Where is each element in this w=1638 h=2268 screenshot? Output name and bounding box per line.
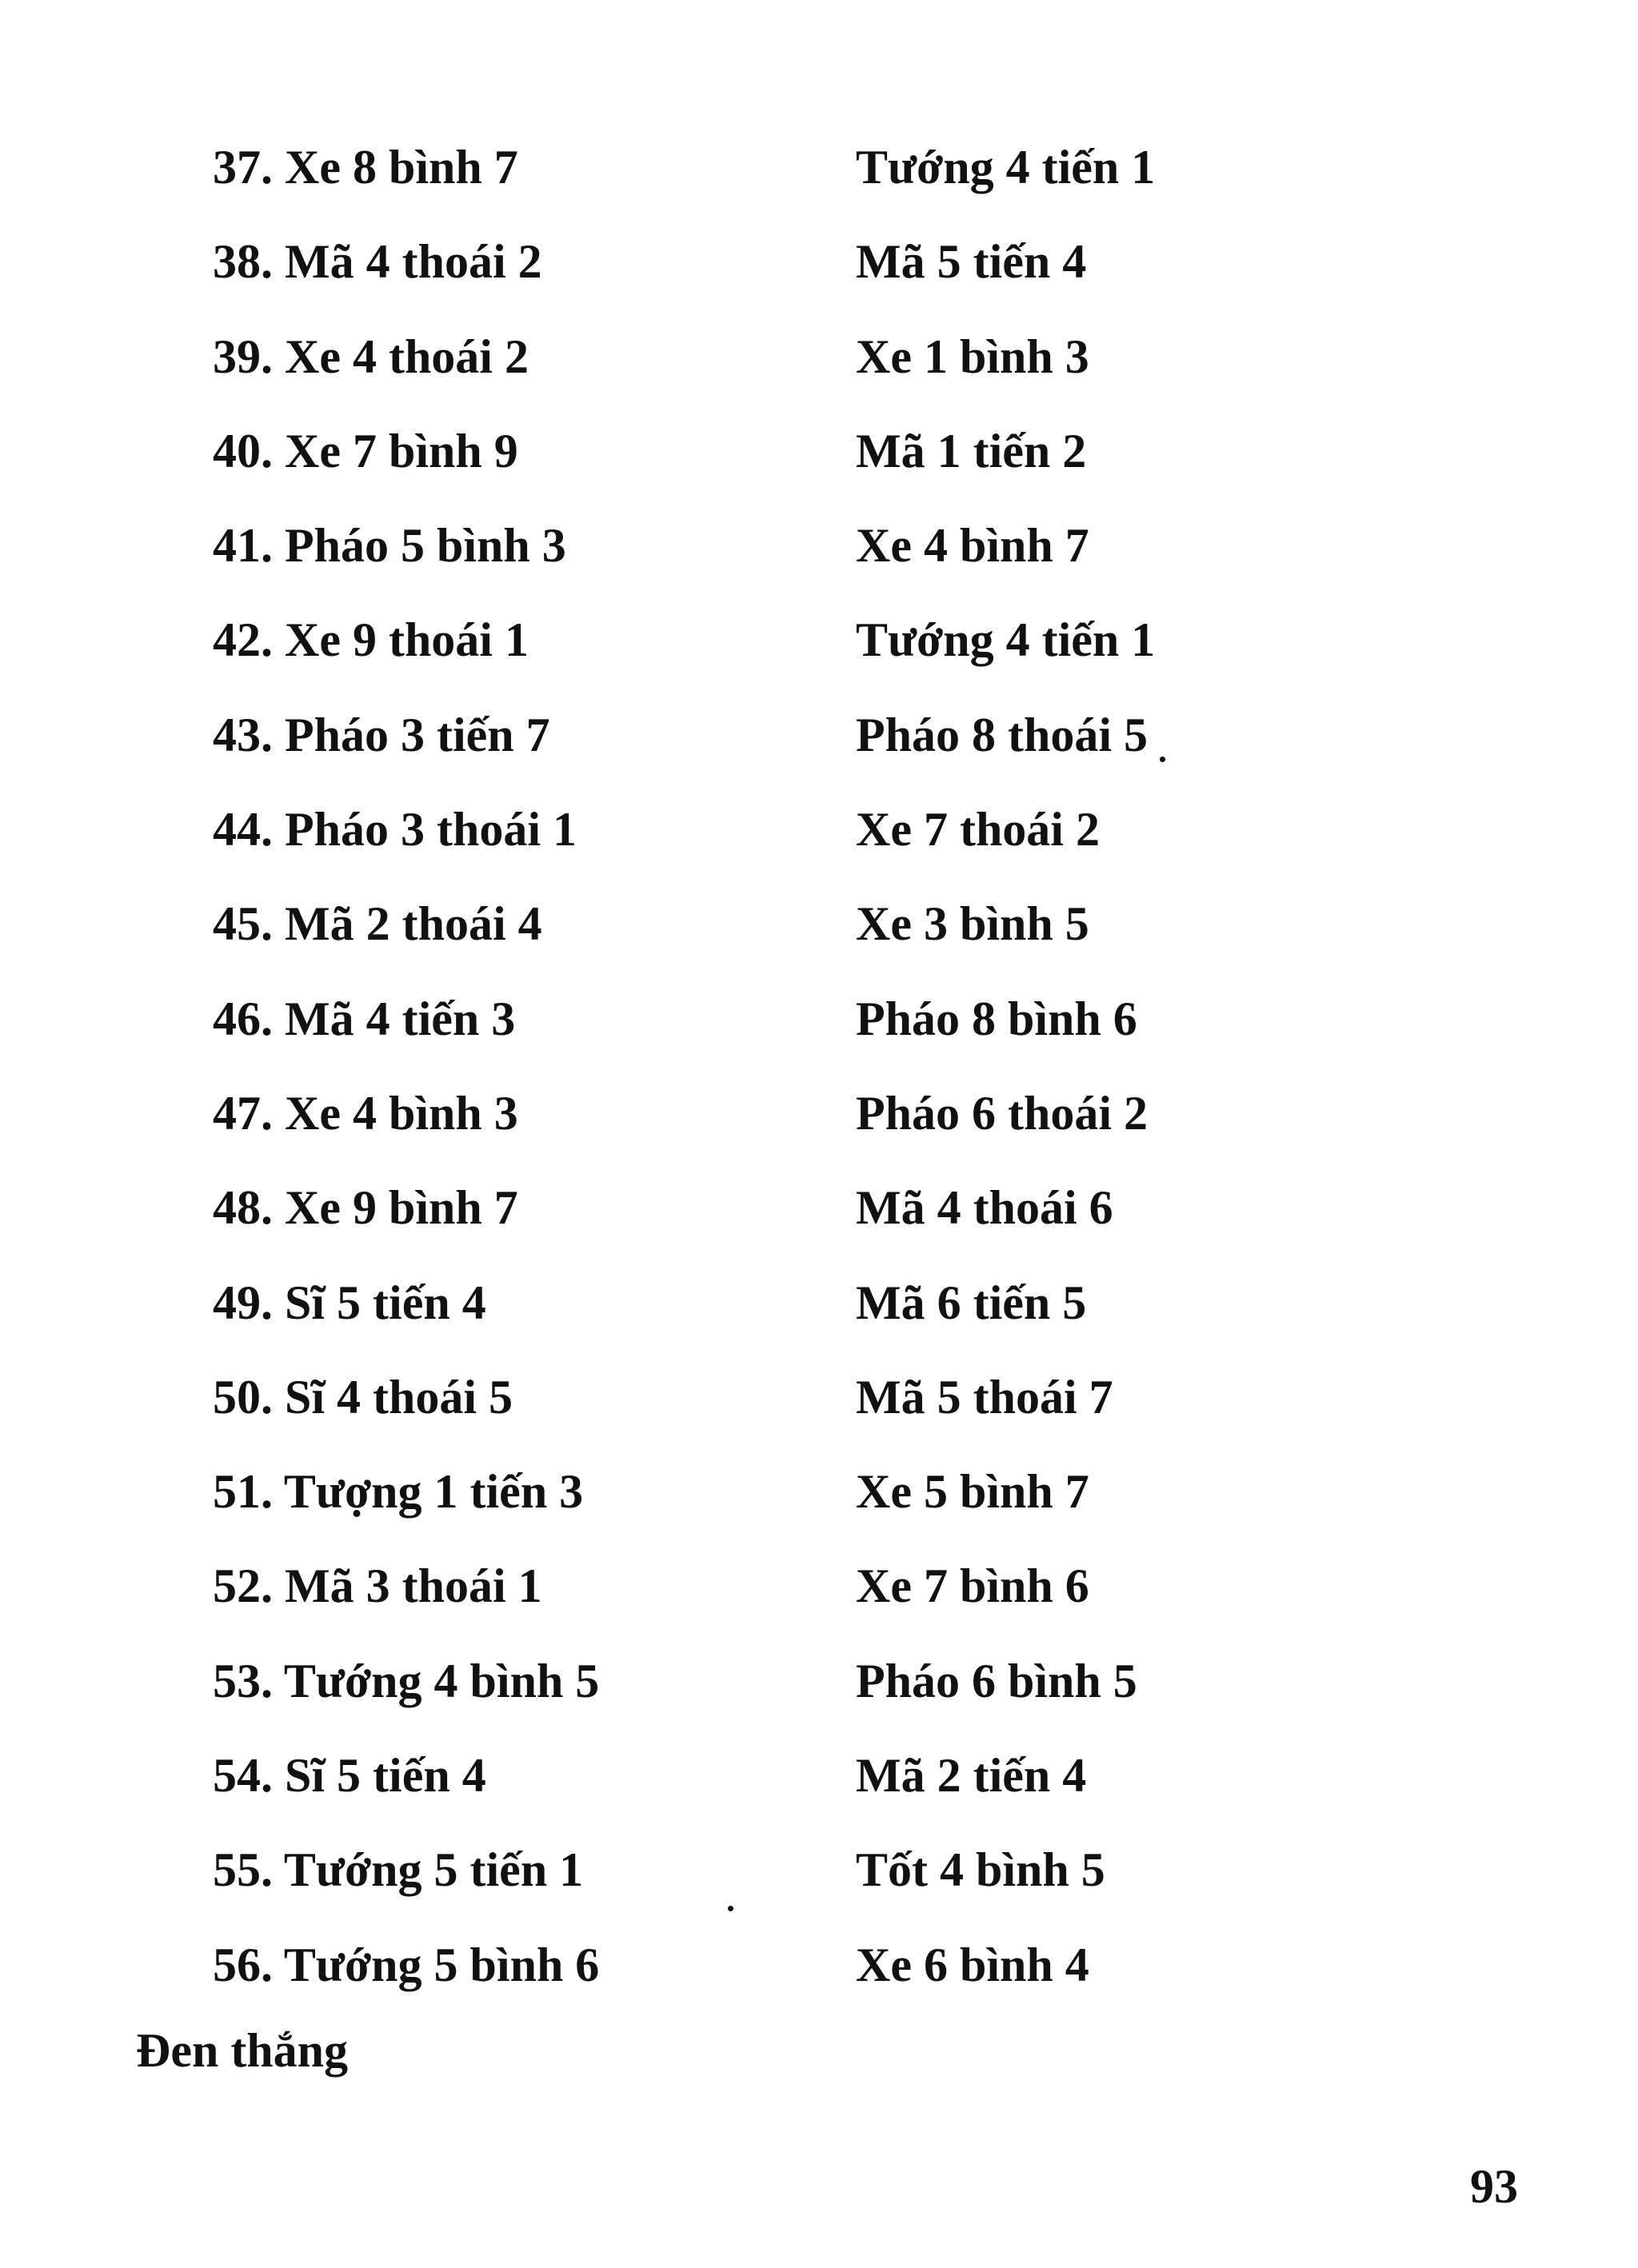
move-row [213,688,1252,782]
red-move: 49. Sĩ 5 tiến 4 [213,1276,486,1329]
move-row [213,1918,1252,2012]
move-row [213,1350,1252,1444]
move-row [213,782,1252,876]
black-move: Xe 7 bình 6 [856,1559,1089,1613]
black-move: Pháo 8 thoái 5 [856,708,1149,761]
move-row [213,1539,1252,1633]
red-move: 56. Tướng 5 bình 6 [213,1938,600,1991]
black-move: Pháo 8 bình 6 [856,992,1137,1045]
black-move: Pháo 6 thoái 2 [856,1086,1149,1140]
black-move: Xe 7 thoái 2 [856,803,1100,856]
red-move: 45. Mã 2 thoái 4 [213,897,542,951]
move-row [213,876,1252,971]
black-move: Mã 4 thoái 6 [856,1181,1113,1235]
move-row [213,593,1252,687]
red-move: 39. Xe 4 thoái 2 [213,329,529,383]
black-move: Xe 6 bình 4 [856,1938,1089,1991]
red-move: 44. Pháo 3 thoái 1 [213,803,577,856]
black-move: Tướng 4 tiến 1 [856,141,1156,194]
print-speck [728,1906,733,1911]
red-move: 47. Xe 4 bình 3 [213,1086,518,1140]
move-row [213,404,1252,498]
print-speck [1160,757,1165,762]
move-row [213,1444,1252,1539]
move-row [213,498,1252,593]
black-move: Tốt 4 bình 5 [856,1843,1105,1897]
red-move: 37. Xe 8 bình 7 [213,141,518,194]
move-list [213,120,1252,2012]
black-move: Tướng 4 tiến 1 [856,613,1156,667]
black-move: Mã 5 thoái 7 [856,1370,1113,1423]
red-move: 51. Tượng 1 tiến 3 [213,1465,584,1519]
black-move: Xe 1 bình 3 [856,329,1089,383]
red-move: 48. Xe 9 bình 7 [213,1181,518,1235]
black-move: Mã 1 tiến 2 [856,424,1087,477]
move-row [213,972,1252,1066]
move-row [213,1728,1252,1823]
game-result: Đen thắng [136,2024,349,2077]
red-move: 54. Sĩ 5 tiến 4 [213,1749,486,1803]
red-move: 53. Tướng 4 bình 5 [213,1654,600,1707]
black-move: Mã 5 tiến 4 [856,235,1087,289]
red-move: 38. Mã 4 thoái 2 [213,235,542,289]
red-move: 40. Xe 7 bình 9 [213,424,518,477]
black-move: Xe 5 bình 7 [856,1465,1089,1519]
move-row [213,1634,1252,1728]
page-number: 93 [1470,2160,1518,2213]
red-move: 43. Pháo 3 tiến 7 [213,708,550,761]
move-row [213,1160,1252,1255]
red-move: 46. Mã 4 tiến 3 [213,992,516,1045]
red-move: 50. Sĩ 4 thoái 5 [213,1370,513,1423]
black-move: Mã 6 tiến 5 [856,1276,1087,1329]
black-move: Xe 3 bình 5 [856,897,1089,951]
red-move: 55. Tướng 5 tiến 1 [213,1843,584,1897]
black-move: Mã 2 tiến 4 [856,1749,1087,1803]
red-move: 42. Xe 9 thoái 1 [213,613,529,667]
move-row [213,1823,1252,1917]
black-move: Pháo 6 bình 5 [856,1654,1137,1707]
move-row [213,214,1252,309]
move-row [213,120,1252,214]
red-move: 52. Mã 3 thoái 1 [213,1559,542,1613]
move-row [213,1256,1252,1350]
black-move: Xe 4 bình 7 [856,519,1089,573]
move-row [213,1066,1252,1160]
red-move: 41. Pháo 5 bình 3 [213,519,566,573]
move-row [213,309,1252,404]
